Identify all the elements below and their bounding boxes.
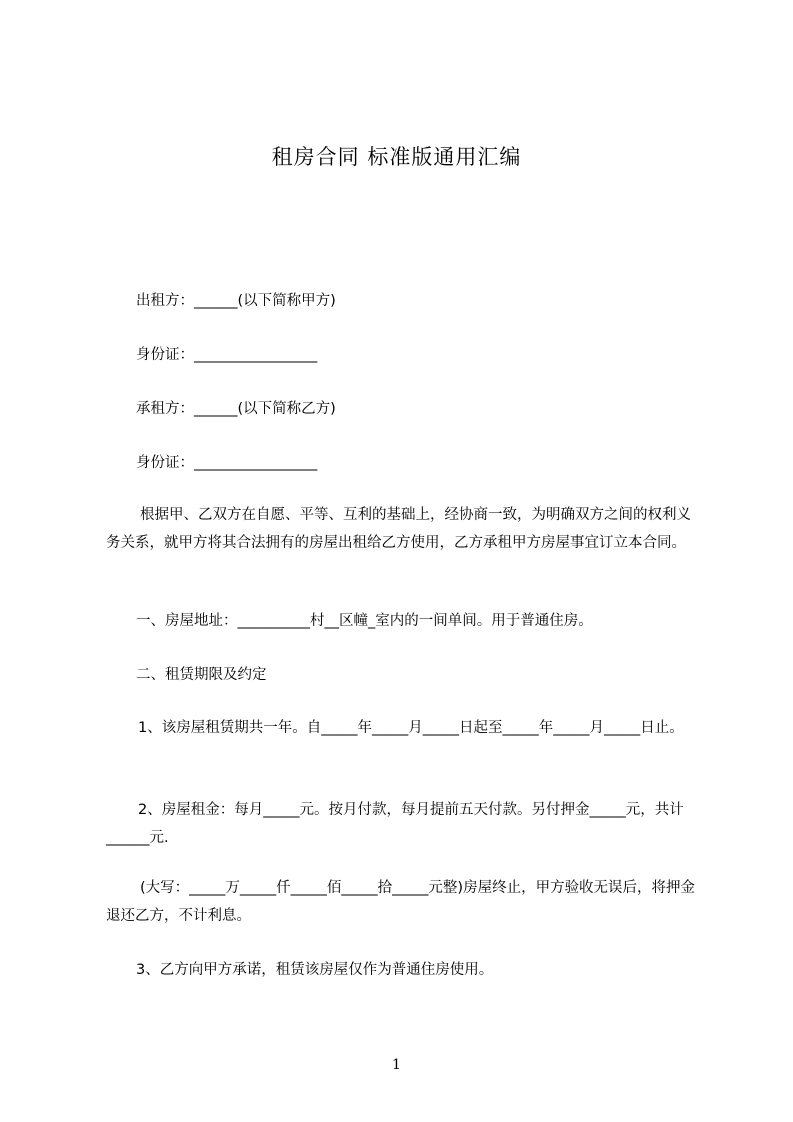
clause-rent: 2、房屋租金：每月_____元。按月付款，每月提前五天付款。另付押金_____元，共计______元. <box>106 802 684 846</box>
section-house-address: 一、房屋地址：__________村__区幢_室内的一间单间。用于普通住房。 <box>136 613 593 629</box>
lessee-line: 承租方：______(以下简称乙方) <box>136 401 336 417</box>
section-lease-term-heading: 二、租赁期限及约定 <box>136 667 267 683</box>
lessor-id-line: 身份证：_________________ <box>136 347 318 363</box>
clause-residential-use: 3、乙方向甲方承诺，租赁该房屋仅作为普通住房使用。 <box>136 962 494 978</box>
lessee-id-line: 身份证：_________________ <box>136 455 318 471</box>
page-number: 1 <box>392 1057 401 1073</box>
page-title: 租房合同 标准版通用汇编 <box>271 145 522 169</box>
intro-paragraph: 根据甲、乙双方在自愿、平等、互利的基础上，经协商一致，为明确双方之间的权利义务关系，就甲方将其合法拥有的房屋出租给乙方使用，乙方承租甲方房屋事宜订立本合同。 <box>106 507 691 551</box>
lessor-line: 出租方：______(以下简称甲方) <box>136 293 336 309</box>
clause-lease-term: 1、该房屋租赁期共一年。自_____年_____月_____日起至_____年_____月_____日止。 <box>138 720 684 736</box>
clause-deposit-amount: (大写：_____万_____仟_____佰_____拾_____元整)房屋终止，甲方验收无误后，将押金退还乙方，不计利息。 <box>106 880 696 924</box>
